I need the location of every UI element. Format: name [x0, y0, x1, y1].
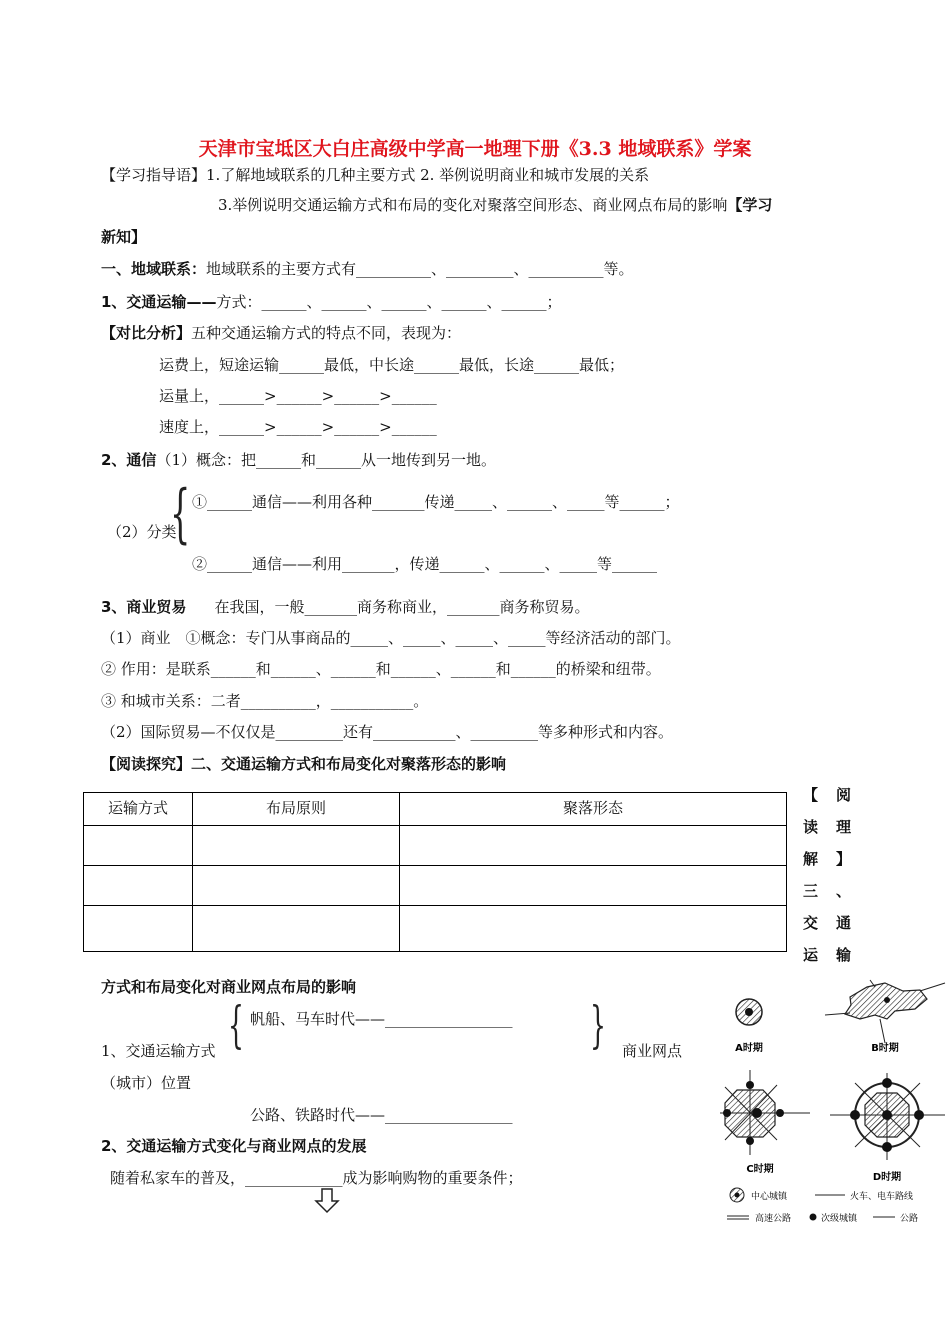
commercial-network-diagram	[705, 975, 950, 1230]
period-d-diagram	[830, 1073, 945, 1183]
table-row	[84, 906, 787, 952]
new-knowledge-label: 新知】	[101, 228, 147, 246]
cost-line: 运费上，短途运输______最低，中长途______最低，长途______最低；	[159, 356, 625, 374]
section-1: 一、地域联系：地域联系的主要方式有__________、_________、__________等。	[101, 260, 634, 278]
legend-road: 公路	[900, 1214, 919, 1224]
side-text-row: 解 】	[803, 850, 851, 868]
section-4-text: 随着私家车的普及，_____________成为影响购物的重要条件；	[110, 1169, 523, 1187]
diagram-legend	[727, 1188, 918, 1224]
section-2: 2、通信（1）概念：把______和______从一地传到另一地。	[101, 451, 496, 469]
table-cell[interactable]	[84, 826, 193, 866]
comm-category: （2）分类	[107, 523, 177, 541]
table-cell[interactable]	[193, 826, 400, 866]
legend-center-town: 中心城镇	[751, 1192, 788, 1202]
table-header: 聚落形态	[400, 793, 787, 826]
table-header: 运输方式	[84, 793, 193, 826]
volume-line: 运量上，______>______>______>______	[159, 387, 437, 405]
table-row	[84, 826, 787, 866]
era-2: 公路、铁路时代——_________________	[250, 1106, 513, 1124]
section-1-1: 1、交通运输——方式：______、______、______、______、______；	[101, 293, 562, 311]
period-c-diagram	[720, 1070, 810, 1175]
legend-secondary-town: 次级城镇	[821, 1214, 858, 1224]
table-cell[interactable]	[84, 906, 193, 952]
era-1: 帆船、马车时代——_________________	[250, 1010, 513, 1028]
table-cell[interactable]	[193, 866, 400, 906]
compare-line: 【对比分析】五种交通运输方式的特点不同，表现为：	[101, 324, 462, 342]
table-cell[interactable]	[84, 866, 193, 906]
table-cell[interactable]	[193, 906, 400, 952]
table-cell[interactable]	[400, 826, 787, 866]
commerce-concept: （1）商业 ①概念：专门从事商品的_____、_____、_____、_____等经济活动的部门。	[101, 629, 681, 647]
legend-expressway: 高速公路	[755, 1214, 792, 1224]
reading-heading-1: 【阅读探究】二、交通运输方式和布局变化对聚落形态的影响	[101, 755, 507, 773]
section-3: 3、商业贸易 在我国，一般_______商务称商业，_______商务称贸易。	[101, 598, 590, 616]
period-a-label: A时期	[735, 1043, 763, 1054]
period-b-diagram	[825, 980, 945, 1054]
comm-row-1: ①______通信——利用各种_______传递_____、______、_____等______；	[192, 493, 680, 511]
outlet-label: 商业网点	[622, 1042, 683, 1060]
table-header: 布局原则	[193, 793, 400, 826]
side-text-row: 交 通	[803, 914, 851, 932]
guide-line-2: 3.举例说明交通运输方式和布局的变化对聚落空间形态、商业网点布局的影响【学习	[218, 196, 773, 214]
table-cell[interactable]	[400, 866, 787, 906]
period-a-diagram	[735, 999, 763, 1054]
side-text-row: 读 理	[803, 818, 851, 836]
commerce-city: ③ 和城市关系：二者__________，___________。	[101, 692, 429, 710]
table-cell[interactable]	[400, 906, 787, 952]
section-4-heading: 2、交通运输方式变化与商业网点的发展	[101, 1137, 367, 1155]
period-d-label: D时期	[872, 1172, 902, 1183]
brace-left-2: {	[228, 996, 244, 1054]
reading-heading-2: 方式和布局变化对商业网点布局的影响	[101, 978, 357, 996]
legend-rail: 火车、电车路线	[850, 1192, 914, 1202]
comm-row-2: ②______通信——利用_______，传递______、______、_____等______	[192, 555, 658, 573]
side-text-row: 三 、	[803, 882, 851, 900]
transport-mode-label: 1、交通运输方式	[101, 1042, 216, 1060]
position-label: （城市）位置	[101, 1074, 192, 1092]
period-b-label: B时期	[871, 1043, 899, 1054]
guide-line-1: 【学习指导语】1.了解地域联系的几种主要方式 2. 举例说明商业和城市发展的关系	[101, 166, 650, 184]
commerce-role: ② 作用：是联系______和______、______和______、______和______的桥梁和纽带。	[101, 660, 661, 678]
brace-left-1: {	[170, 477, 191, 551]
brace-right: }	[590, 996, 606, 1054]
settlement-table	[83, 792, 787, 952]
page-title: 天津市宝坻区大白庄高级中学高一地理下册《3.3 地域联系》学案	[198, 138, 752, 160]
down-arrow-icon	[314, 1188, 340, 1214]
table-row	[84, 866, 787, 906]
period-c-label: C时期	[746, 1164, 774, 1175]
intl-trade: （2）国际贸易—不仅仅是_________还有___________、_________等多种形式和内容。	[101, 723, 674, 741]
speed-line: 速度上，______>______>______>______	[159, 418, 437, 436]
side-text-row: 【 阅	[803, 786, 851, 804]
side-text-row: 运 输	[803, 946, 851, 964]
